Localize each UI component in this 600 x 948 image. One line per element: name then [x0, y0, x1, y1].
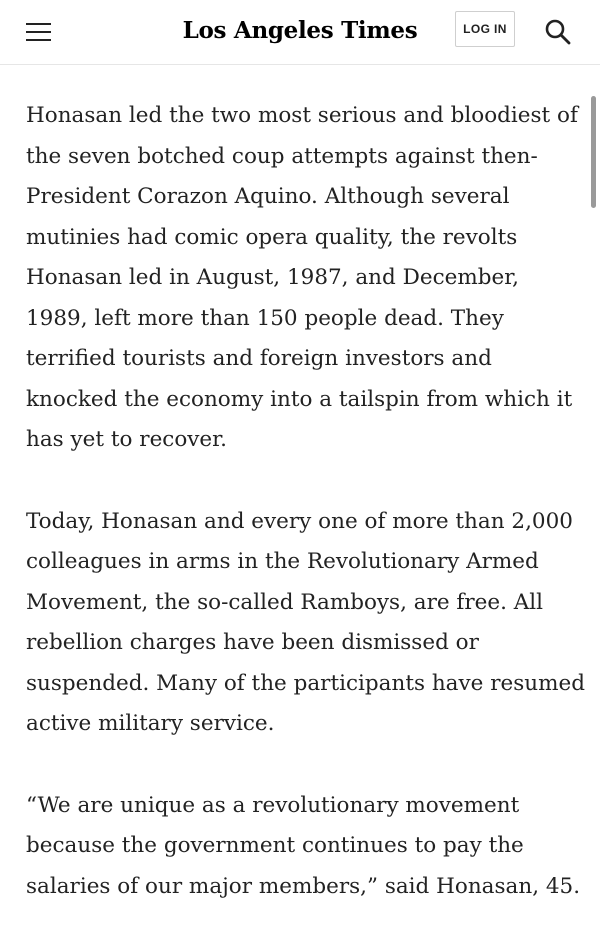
- site-logo[interactable]: Los Angeles Times: [182, 17, 418, 44]
- search-icon[interactable]: [544, 18, 572, 46]
- login-button[interactable]: LOG IN: [455, 11, 515, 47]
- hamburger-menu-icon[interactable]: [26, 21, 51, 43]
- scrollbar[interactable]: [591, 70, 596, 930]
- article-paragraph: Today, Honasan and every one of more than 2,000 colleagues in arms in the Revolutionary Armed Movement, the so-called Ramboys, are free. All rebellion charges have been dismissed or suspended. Many of the participants have resumed active military service.: [26, 508, 585, 736]
- top-navigation-bar: [0, 0, 600, 65]
- article-body: [26, 96, 586, 948]
- menu-line: [26, 31, 51, 33]
- menu-line: [26, 39, 51, 41]
- article-paragraph: “We are unique as a revolutionary movement because the government continues to pay the salaries of our major members,” said Honasan, 45.: [26, 792, 581, 899]
- menu-line: [26, 23, 51, 25]
- scrollbar-thumb[interactable]: [591, 96, 596, 208]
- article-paragraph: Honasan led the two most serious and bloodiest of the seven botched coup attempts against then-President Corazon Aquino. Although several mutinies had comic opera quality, the revolts Honasan led in August, 1987, and December, 1989, left more than 150 people dead. They terrified tourists and foreign investors and knocked the economy into a tailspin from which it has yet to recover.: [26, 103, 578, 452]
